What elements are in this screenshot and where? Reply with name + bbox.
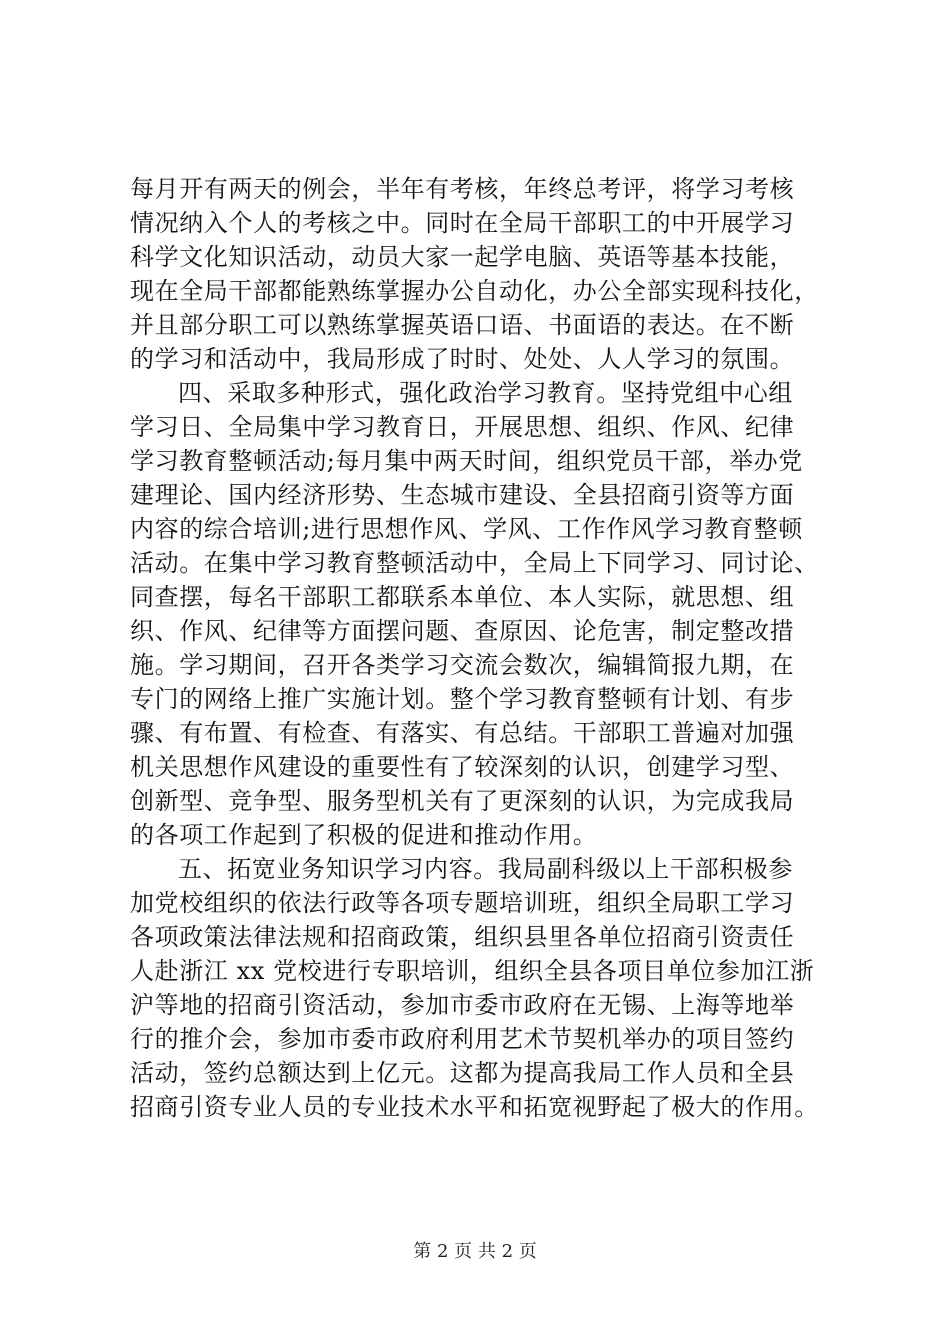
text-line: 四、采取多种形式，强化政治学习教育。坚持党组中心组 <box>178 379 793 407</box>
text-line: 的各项工作起到了积极的促进和推动作用。 <box>130 821 598 849</box>
text-line: 织、作风、纪律等方面摆问题、查原因、论危害，制定整改措 <box>130 617 795 645</box>
document-body <box>130 172 850 1124</box>
text-line: 行的推介会，参加市委市政府利用艺术节契机举办的项目签约 <box>130 1025 795 1053</box>
text-line: 活动，签约总额达到上亿元。这都为提高我局工作人员和全县 <box>130 1059 795 1087</box>
text-line: 建理论、国内经济形势、生态城市建设、全县招商引资等方面 <box>130 481 795 509</box>
text-line: 施。学习期间，召开各类学习交流会数次，编辑简报九期，在 <box>130 651 795 679</box>
text-line: 各项政策法律法规和招商政策，组织县里各单位招商引资责任 <box>130 923 795 951</box>
text-line: 的学习和活动中，我局形成了时时、处处、人人学习的氛围。 <box>130 345 795 373</box>
text-line: 活动。在集中学习教育整顿活动中，全局上下同学习、同讨论、 <box>130 549 819 577</box>
page-footer: 第 2 页 共 2 页 <box>413 1241 537 1262</box>
text-line: 人赴浙江 xx 党校进行专职培训，组织全县各项目单位参加江浙 <box>130 957 815 985</box>
text-line: 同查摆，每名干部职工都联系本单位、本人实际，就思想、组 <box>130 583 795 611</box>
text-line: 并且部分职工可以熟练掌握英语口语、书面语的表达。在不断 <box>130 311 795 339</box>
text-line: 情况纳入个人的考核之中。同时在全局干部职工的中开展学习 <box>130 209 795 237</box>
text-line: 沪等地的招商引资活动，参加市委市政府在无锡、上海等地举 <box>130 991 795 1019</box>
text-line: 招商引资专业人员的专业技术水平和拓宽视野起了极大的作用。 <box>130 1093 819 1121</box>
text-line: 现在全局干部都能熟练掌握办公自动化，办公全部实现科技化， <box>130 277 819 305</box>
text-line: 学习日、全局集中学习教育日，开展思想、组织、作风、纪律 <box>130 413 795 441</box>
text-line: 科学文化知识活动，动员大家一起学电脑、英语等基本技能， <box>130 243 795 271</box>
text-line: 每月开有两天的例会，半年有考核，年终总考评，将学习考核 <box>130 175 795 203</box>
text-line: 学习教育整顿活动;每月集中两天时间，组织党员干部，举办党 <box>130 447 803 475</box>
text-line: 加党校组织的依法行政等各项专题培训班，组织全局职工学习 <box>130 889 795 917</box>
text-line: 专门的网络上推广实施计划。整个学习教育整顿有计划、有步 <box>130 685 795 713</box>
text-line: 五、拓宽业务知识学习内容。我局副科级以上干部积极参 <box>178 855 793 883</box>
text-line: 骤、有布置、有检查、有落实、有总结。干部职工普遍对加强 <box>130 719 795 747</box>
text-line: 创新型、竞争型、服务型机关有了更深刻的认识，为完成我局 <box>130 787 795 815</box>
text-line: 机关思想作风建设的重要性有了较深刻的认识，创建学习型、 <box>130 753 795 781</box>
text-line: 内容的综合培训;进行思想作风、学风、工作作风学习教育整顿 <box>130 515 803 543</box>
